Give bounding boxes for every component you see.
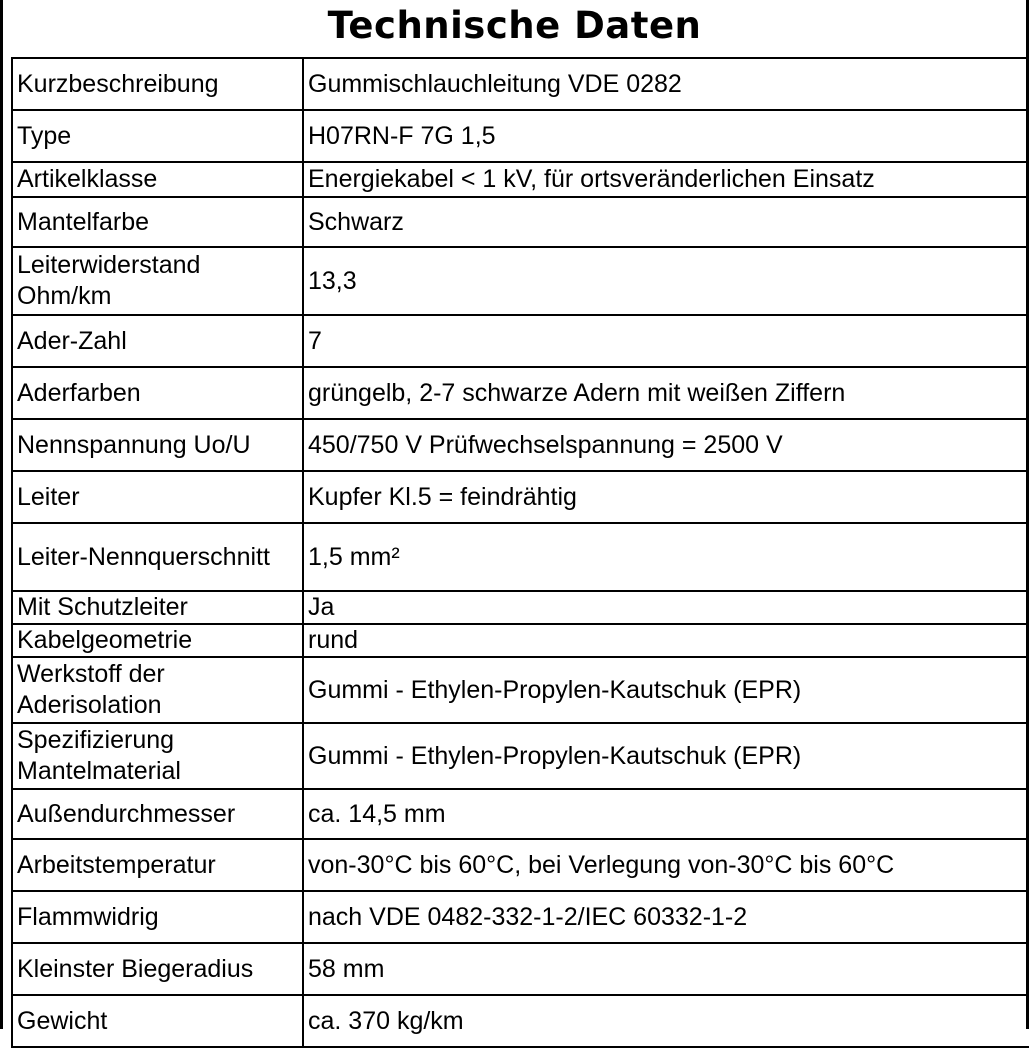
row-label: Artikelklasse (12, 162, 303, 197)
row-value: 13,3 (303, 247, 1029, 315)
row-value: 7 (303, 315, 1029, 367)
table-row (12, 943, 1029, 995)
row-value: 450/750 V Prüfwechselspannung = 2500 V (303, 419, 1029, 471)
row-label: Außendurchmesser (12, 789, 303, 839)
row-value: von-30°C bis 60°C, bei Verlegung von-30°C bis 60°C (303, 839, 1029, 891)
row-value: rund (303, 624, 1029, 657)
row-value: nach VDE 0482-332-1-2/IEC 60332-1-2 (303, 891, 1029, 943)
row-value: 58 mm (303, 943, 1029, 995)
row-value: Kupfer Kl.5 = feindrähtig (303, 471, 1029, 523)
row-label: Mantelfarbe (12, 197, 303, 247)
row-label: Kurzbeschreibung (12, 58, 303, 110)
table-row (12, 247, 1029, 315)
row-label: Werkstoff der Aderisolation (12, 657, 303, 723)
table-row (12, 995, 1029, 1047)
row-value: Gummischlauchleitung VDE 0282 (303, 58, 1029, 110)
table-row (12, 591, 1029, 624)
row-label: Flammwidrig (12, 891, 303, 943)
row-value: 1,5 mm² (303, 523, 1029, 591)
row-value: Ja (303, 591, 1029, 624)
table-row (12, 891, 1029, 943)
row-label: Kleinster Biegeradius (12, 943, 303, 995)
row-label: Aderfarben (12, 367, 303, 419)
row-label: Arbeitstemperatur (12, 839, 303, 891)
row-label: Ader-Zahl (12, 315, 303, 367)
row-value: grüngelb, 2-7 schwarze Adern mit weißen Ziffern (303, 367, 1029, 419)
table-row (12, 523, 1029, 591)
table-row (12, 839, 1029, 891)
row-label: Nennspannung Uo/U (12, 419, 303, 471)
table-row (12, 58, 1029, 110)
row-value: Gummi - Ethylen-Propylen-Kautschuk (EPR) (303, 657, 1029, 723)
table-row (12, 197, 1029, 247)
row-value: ca. 14,5 mm (303, 789, 1029, 839)
table-row (12, 419, 1029, 471)
table-row (12, 315, 1029, 367)
table-row (12, 657, 1029, 723)
row-value: Schwarz (303, 197, 1029, 247)
table-row (12, 789, 1029, 839)
table-row (12, 723, 1029, 789)
table-row (12, 471, 1029, 523)
table-row (12, 624, 1029, 657)
row-label: Spezifizierung Mantelmaterial (12, 723, 303, 789)
spec-table (11, 57, 1029, 1048)
row-label: Gewicht (12, 995, 303, 1047)
row-label: Leiter-Nennquerschnitt (12, 523, 303, 591)
row-value: H07RN-F 7G 1,5 (303, 110, 1029, 162)
row-label: Leiter (12, 471, 303, 523)
row-value: Energiekabel < 1 kV, für ortsveränderlichen Einsatz (303, 162, 1029, 197)
table-row (12, 367, 1029, 419)
row-value: ca. 370 kg/km (303, 995, 1029, 1047)
table-row (12, 110, 1029, 162)
row-value: Gummi - Ethylen-Propylen-Kautschuk (EPR) (303, 723, 1029, 789)
row-label: Leiterwiderstand Ohm/km (12, 247, 303, 315)
row-label: Type (12, 110, 303, 162)
row-label: Kabelgeometrie (12, 624, 303, 657)
table-row (12, 162, 1029, 197)
row-label: Mit Schutzleiter (12, 591, 303, 624)
page-title: Technische Daten (327, 4, 702, 47)
